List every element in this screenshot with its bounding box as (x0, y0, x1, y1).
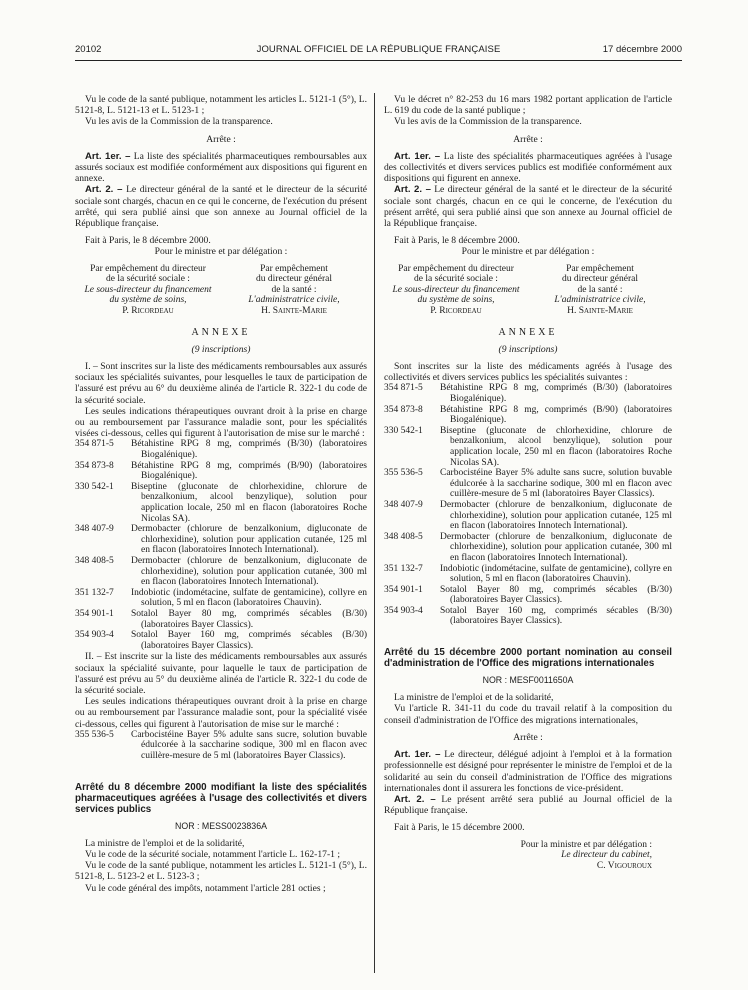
signatory-name: H. Sainte-Marie (261, 306, 327, 317)
section-indications: Les seules indications thérapeutiques ouvrant droit à la prise en charge ou au remboursement par l'assurance maladie sont, pour la spécialité visée ci-dessous, celles qui figurent à l'autorisation de mise sur le marché : (75, 696, 367, 730)
signature-line: de la sécurité sociale : (414, 274, 498, 285)
article-label: Art. 1er. – (394, 749, 441, 761)
list-item (75, 630, 367, 651)
list-item (384, 585, 672, 606)
article-label: Art. 2. – (394, 793, 436, 805)
list-item (75, 609, 367, 630)
visa: Vu le code général des impôts, notamment l'article 281 octies ; (85, 882, 326, 894)
article-label: Art. 2. – (394, 184, 431, 196)
list-item (75, 524, 367, 556)
annexe-title: ANNEXE (498, 326, 558, 338)
date-line: Fait à Paris, le 15 décembre 2000. (394, 822, 525, 834)
list-item (384, 500, 672, 532)
article-1 (75, 151, 367, 185)
item-code: 348 407-9 (75, 524, 114, 535)
item-code: 354 903-4 (384, 605, 423, 616)
item-code: 348 408-5 (75, 555, 114, 566)
signature-line: L'administratrice civile, (554, 295, 646, 306)
arrete-heading: Arrête : (513, 133, 543, 145)
nor-reference: NOR : MESS0023836A (175, 820, 267, 831)
item-text: Sotalol Bayer 80 mg, comprimés sécables (B/30) (laboratoires Bayer Classics). (131, 608, 367, 630)
item-text: Bétahistine RPG 8 mg, comprimés (B/30) (laboratoires Biogalénique). (131, 439, 367, 461)
signature-line: Le sous-directeur du financement (392, 284, 520, 295)
item-code: 354 871-5 (384, 383, 423, 394)
left-column (75, 94, 367, 894)
list-item (75, 588, 367, 609)
annexe-title: ANNEXE (191, 326, 251, 338)
item-code: 351 132-7 (75, 587, 114, 598)
signature-line: du directeur général (256, 274, 332, 285)
item-text: Bétahistine RPG 8 mg, comprimés (B/90) (laboratoires Biogalénique). (440, 404, 672, 426)
signatory-name: P. Ricordeau (122, 306, 174, 317)
article-label: Art. 1er. – (394, 150, 441, 162)
item-code: 355 536-5 (75, 729, 114, 740)
article-text: Le directeur, délégué adjoint à l'emploi et à la formation professionnelle est désigné pour représenter le ministre de l'emploi et de la solidarité au sein du conseil d'administration de l'Office des migrations internationales dont il assurera les fonctions de vice-président. (384, 749, 672, 794)
nor-reference: NOR : MESF0011650A (482, 675, 574, 686)
item-text: Dermobacter (chlorure de benzalkonium, digluconate de chlorhexidine), solution pour application cutanée, 125 ml en flacon (laboratoires Innotech International). (440, 499, 672, 532)
item-code: 354 901-1 (384, 584, 423, 595)
signature-line: de la sécurité sociale : (106, 274, 190, 285)
issue-date: 17 décembre 2000 (602, 44, 682, 55)
list-item (384, 564, 672, 585)
visa: Vu le code de la sécurité sociale, notamment l'article L. 162-17-1 ; (85, 848, 341, 860)
item-list (384, 383, 672, 627)
delegation-line: Pour le ministre et par délégation : (154, 246, 288, 258)
signature-line: L'administratrice civile, (248, 295, 340, 306)
list-item (75, 730, 367, 762)
item-text: Dermobacter (chlorure de benzalkonium, digluconate de chlorhexidine), solution pour application cutanée, 125 ml en flacon (laboratoires Innotech International). (131, 524, 367, 556)
list-item (384, 383, 672, 404)
signatory-name: H. Sainte-Marie (567, 306, 633, 317)
section-intro: I. – Sont inscrites sur la liste des médicaments remboursables aux assurés sociaux les spécialités suivantes, pour lesquelles le taux de participation de l'assuré est prévu au 6° du deuxième alinéa de l'article R. 322-1 du code de la sécurité sociale. (75, 361, 367, 406)
item-text: Biseptine (gluconate de chlorhexidine, chlorure de benzalkonium, alcool benzylique), solution pour application locale, 250 ml en flacon (laboratoires Roche Nicolas SA). (131, 481, 367, 524)
item-text: Carbocistéine Bayer 5% adulte sans sucre, solution buvable édulcorée à la saccharine sodique, 300 ml en flacon avec cuillère-mesure de 5 ml (laboratoires Bayer Classics). (440, 468, 672, 500)
visa: Vu l'article R. 341-11 du code du travail relatif à la composition du conseil d'administration de l'Office des migrations internationales, (384, 703, 672, 726)
article-text: Le directeur général de la santé et le directeur de la sécurité sociale sont chargés, chacun en ce qui le concerne, de l'exécution du présent arrêté, qui sera publié ainsi que son annexe au Journal officiel de la République française. (75, 184, 367, 230)
signatory-name: P. Ricordeau (430, 306, 482, 317)
journal-title: JOURNAL OFFICIEL DE LA RÉPUBLIQUE FRANÇAISE (256, 44, 501, 55)
article-label: Art. 1er. – (85, 150, 131, 162)
right-column (384, 94, 672, 872)
annexe-subtitle: (9 inscriptions) (191, 343, 251, 355)
arrete-title: Arrêté du 15 décembre 2000 portant nomination au conseil d'administration de l'Office des migrations internationales (384, 647, 672, 670)
item-text: Sotalol Bayer 160 mg, comprimés sécables (B/30) (laboratoires Bayer Classics). (440, 605, 672, 627)
list-item (384, 405, 672, 426)
item-text: Bétahistine RPG 8 mg, comprimés (B/30) (laboratoires Biogalénique). (440, 383, 672, 405)
item-code: 354 903-4 (75, 630, 114, 641)
article-2 (384, 794, 672, 816)
item-code: 355 536-5 (384, 468, 423, 479)
delegation-line: Pour le ministre et par délégation : (461, 246, 595, 258)
annexe-subtitle: (9 inscriptions) (498, 343, 558, 355)
signature-right (221, 264, 367, 317)
page-number: 20102 (75, 44, 102, 55)
signature-line: de la santé : (271, 284, 317, 295)
signature-line: du système de soins, (417, 295, 495, 306)
article-text: La liste des spécialités pharmaceutiques remboursables aux assurés sociaux est modifiée conformément aux dispositions qui figurent en annexe. (75, 150, 367, 185)
article-text: Le directeur général de la santé et le directeur de la sécurité sociale sont chargés, chacun en ce qui le concerne, de l'exécution du présent arrêté, qui sera publié ainsi que son annexe au Journal officiel de la République française. (384, 184, 672, 230)
signatory-name: C. Vigouroux (596, 861, 652, 872)
list-item (384, 532, 672, 564)
item-text: Carbocistéine Bayer 5% adulte sans sucre, solution buvable édulcorée à la saccharine sodique, 300 ml en flacon avec cuillère-mesure de 5 ml (laboratoires Bayer Classics). (131, 729, 367, 761)
item-code: 354 873-8 (75, 460, 114, 471)
arrete-title: Arrêté du 8 décembre 2000 modifiant la liste des spécialités pharmaceutiques agréées à l'usage des collectivités et divers services publics (75, 781, 367, 815)
arrete-heading: Arrête : (206, 133, 236, 145)
item-list (75, 439, 367, 651)
signature-line: Le directeur du cabinet, (561, 850, 652, 861)
minister-line: La ministre de l'emploi et de la solidarité, (394, 692, 554, 704)
visa: Vu le code de la santé publique, notamment les articles L. 5121-1 (5°), L. 5121-8, L. 5121-13 et L. 5123-1 ; (75, 94, 367, 117)
visa: Vu le décret n° 82-253 du 16 mars 1982 portant application de l'article L. 619 du code de la santé publique ; (384, 94, 672, 117)
list-item (384, 426, 672, 468)
minister-line: La ministre de l'emploi et de la solidarité, (85, 837, 245, 849)
signature-block (75, 264, 367, 317)
item-code: 330 542-1 (384, 425, 423, 436)
item-code: 348 408-5 (384, 531, 423, 542)
visa: Vu les avis de la Commission de la transparence. (85, 116, 273, 128)
article-text: La liste des spécialités pharmaceutiques agréées à l'usage des collectivités et divers services publics est modifiée conformément aux dispositions qui figurent en annexe. (384, 150, 672, 185)
section-intro: Sont inscrites sur la liste des médicaments agréés à l'usage des collectivités et divers services publics les spécialités suivantes : (384, 361, 672, 384)
item-text: Sotalol Bayer 80 mg, comprimés sécables (B/30) (laboratoires Bayer Classics). (440, 584, 672, 606)
signature-right (528, 264, 672, 317)
list-item (75, 556, 367, 588)
item-code: 354 901-1 (75, 608, 114, 619)
list-item (384, 606, 672, 627)
section-indications: Les seules indications thérapeutiques ouvrant droit à la prise en charge ou au remboursement par l'assurance maladie sont, pour les spécialités visées ci-dessous, celles qui figurent à l'autorisation de mise sur le marché : (75, 405, 367, 440)
article-label: Art. 2. – (85, 184, 123, 196)
arrete-heading: Arrête : (513, 731, 543, 743)
item-code: 354 871-5 (75, 439, 114, 450)
signature-line: Le sous-directeur du financement (84, 284, 212, 295)
date-line: Fait à Paris, le 8 décembre 2000. (85, 235, 211, 247)
signature-line: Par empêchement du directeur (90, 263, 206, 274)
signature-block (384, 264, 672, 317)
article-2 (75, 184, 367, 229)
visa: Vu le code de la santé publique, notamment les articles L. 5121-1 (5°), L. 5121-8, L. 5123-2 et L. 5123-3 ; (75, 860, 367, 883)
article-2 (384, 184, 672, 229)
item-text: Biseptine (gluconate de chlorhexidine, chlorure de benzalkonium, alcool benzylique), solution pour application locale, 250 ml en flacon (laboratoires Roche Nicolas SA). (440, 425, 672, 468)
article-text: Le présent arrêté sera publié au Journal officiel de la République française. (384, 793, 672, 817)
item-code: 354 873-8 (384, 404, 423, 415)
date-line: Fait à Paris, le 8 décembre 2000. (394, 235, 520, 247)
signature-line: Par empêchement (566, 263, 634, 274)
signature-left (384, 264, 528, 317)
article-1 (384, 749, 672, 794)
signature-left (75, 264, 221, 317)
list-item (75, 439, 367, 460)
item-code: 351 132-7 (384, 563, 423, 574)
column-divider (374, 93, 375, 973)
signature-line: Pour la ministre et par délégation : (520, 839, 652, 850)
section-intro: II. – Est inscrite sur la liste des médicaments remboursables aux assurés sociaux la spécialité suivante, pour laquelle le taux de participation de l'assuré est prévu au 5° du deuxième alinéa de l'article R. 322-1 du code de la sécurité sociale. (75, 651, 367, 696)
page-header (75, 44, 682, 58)
signature-line: du système de soins, (109, 295, 187, 306)
item-text: Dermobacter (chlorure de benzalkonium, digluconate de chlorhexidine), solution pour application cutanée, 300 ml en flacon (laboratoires Innotech International). (131, 555, 367, 588)
signature-line: de la santé : (577, 284, 623, 295)
signature-block (384, 840, 672, 872)
item-text: Indobiotic (indométacine, sulfate de gentamicine), collyre en solution, 5 ml en flacon (laboratoires Chauvin). (131, 587, 367, 609)
list-item (75, 461, 367, 482)
signature-line: Par empêchement du directeur (398, 263, 514, 274)
signature-line: du directeur général (562, 274, 638, 285)
item-text: Bétahistine RPG 8 mg, comprimés (B/90) (laboratoires Biogalénique). (131, 460, 367, 482)
item-text: Indobiotic (indométacine, sulfate de gentamicine), collyre en solution, 5 ml en flacon (laboratoires Chauvin). (440, 563, 672, 585)
list-item (75, 482, 367, 524)
item-code: 348 407-9 (384, 499, 423, 510)
signature-line: Par empêchement (260, 263, 328, 274)
article-1 (384, 151, 672, 185)
visa: Vu les avis de la Commission de la transparence. (394, 116, 582, 128)
item-text: Sotalol Bayer 160 mg, comprimés sécables (B/30) (laboratoires Bayer Classics). (131, 630, 367, 651)
item-code: 330 542-1 (75, 481, 114, 492)
list-item (384, 468, 672, 500)
header-rule (75, 60, 682, 61)
item-text: Dermobacter (chlorure de benzalkonium, digluconate de chlorhexidine), solution pour application cutanée, 300 ml en flacon (laboratoires Innotech International). (440, 531, 672, 563)
